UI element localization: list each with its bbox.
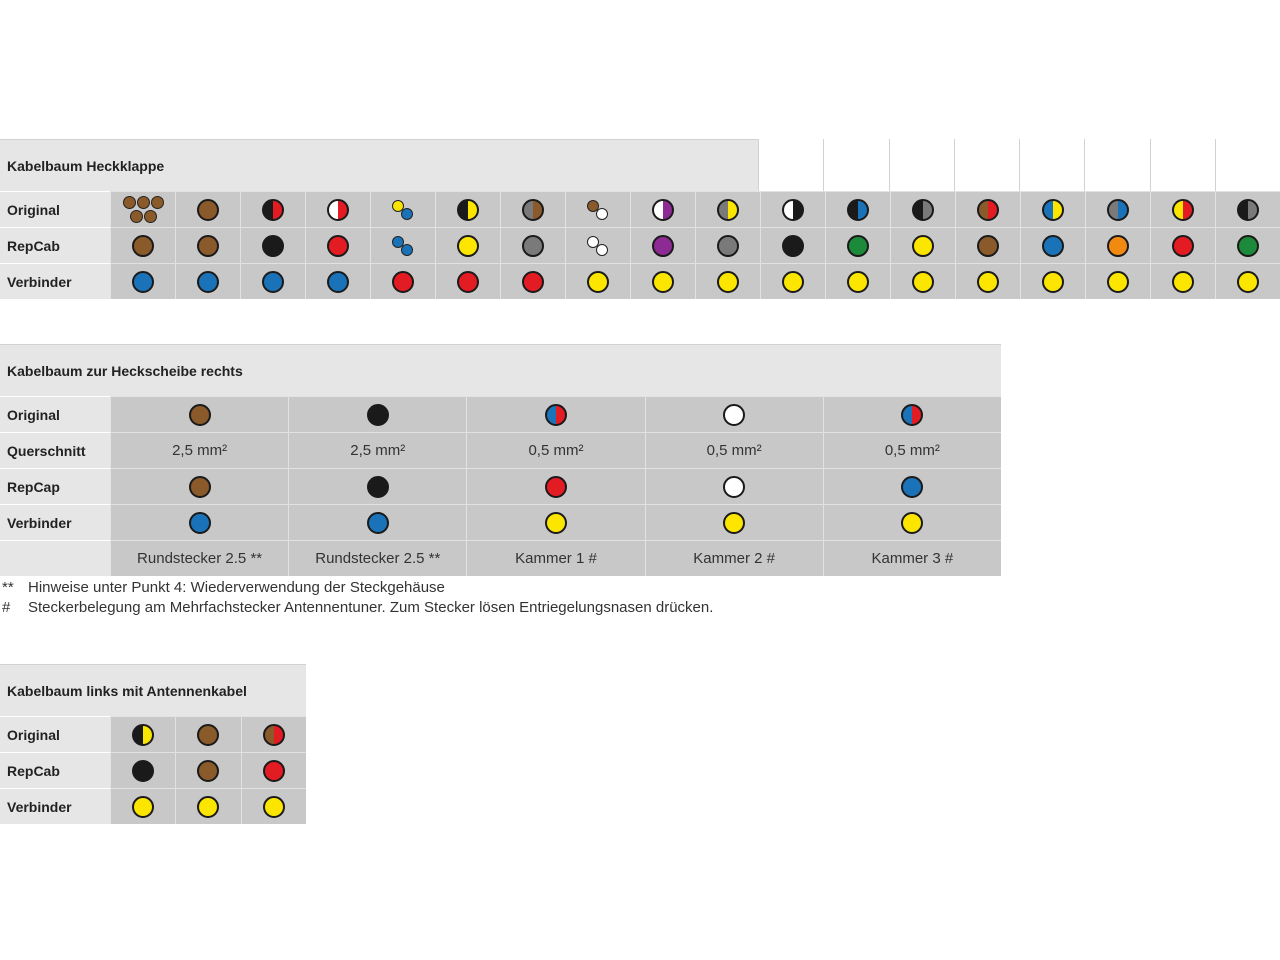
footnote-marker: ** bbox=[2, 579, 14, 596]
verbinder-cells bbox=[110, 788, 306, 824]
row-original bbox=[0, 716, 306, 752]
repcab-cells bbox=[110, 752, 306, 788]
table-cell bbox=[175, 716, 240, 752]
cell-text: Rundstecker 2.5 ** bbox=[137, 550, 263, 567]
table-cell bbox=[823, 396, 1001, 432]
table-title: Kabelbaum links mit Antennenkabel bbox=[0, 664, 306, 716]
brown-wire-icon bbox=[189, 404, 211, 426]
table-cell bbox=[1020, 191, 1085, 227]
yellow-wire-icon bbox=[1107, 271, 1129, 293]
yellow-wire-icon bbox=[1172, 271, 1194, 293]
table-cell bbox=[890, 263, 955, 299]
black-red-wire-icon bbox=[262, 199, 284, 221]
table-cell bbox=[565, 263, 630, 299]
original-cells bbox=[110, 191, 1280, 227]
blue-wire-icon bbox=[132, 271, 154, 293]
black-wire-icon bbox=[262, 235, 284, 257]
brown-wire-icon bbox=[977, 235, 999, 257]
header-empty-cell bbox=[889, 139, 954, 191]
cell-text: 2,5 mm² bbox=[350, 442, 406, 459]
table-kabelbaum-heckscheibe bbox=[0, 344, 1001, 574]
black-yellow-wire-icon bbox=[132, 724, 154, 746]
yellow-wire-icon bbox=[912, 235, 934, 257]
repcab-cells bbox=[110, 227, 1280, 263]
blue-wire-icon bbox=[901, 476, 923, 498]
header-empty-cell bbox=[1084, 139, 1149, 191]
table-cell bbox=[695, 263, 760, 299]
footnote-text: Hinweise unter Punkt 4: Wiederverwendung der Steckgehäuse bbox=[28, 579, 445, 596]
row-label-repcab: RepCab bbox=[0, 227, 110, 263]
red-wire-icon bbox=[392, 271, 414, 293]
table-cell bbox=[823, 432, 1001, 468]
table-cell bbox=[645, 504, 823, 540]
cell-text: 0,5 mm² bbox=[528, 442, 584, 459]
table-cell bbox=[1215, 263, 1280, 299]
black-wire-icon bbox=[367, 476, 389, 498]
orange-wire-icon bbox=[1107, 235, 1129, 257]
row-verbinder bbox=[0, 263, 1280, 299]
table-cell bbox=[110, 788, 175, 824]
row-label-repcap: RepCap bbox=[0, 468, 110, 504]
row-label-verbinder: Verbinder bbox=[0, 788, 110, 824]
blue-wire-icon bbox=[262, 271, 284, 293]
black-blue-wire-icon bbox=[847, 199, 869, 221]
table-cell bbox=[241, 788, 306, 824]
table-cell bbox=[305, 227, 370, 263]
table-cell bbox=[1085, 191, 1150, 227]
grey-wire-icon bbox=[717, 235, 739, 257]
blue-red-wire-icon bbox=[901, 404, 923, 426]
table-cell bbox=[110, 716, 175, 752]
table-kabelbaum-heckklappe bbox=[0, 139, 1280, 296]
original-cells bbox=[110, 396, 1001, 432]
table-cell bbox=[466, 396, 644, 432]
blue-wire-icon bbox=[1042, 235, 1064, 257]
black-yellow-wire-icon bbox=[457, 199, 479, 221]
table-cell bbox=[110, 263, 175, 299]
table-cell bbox=[110, 396, 288, 432]
header-empty-cell bbox=[1019, 139, 1084, 191]
yellow-wire-icon bbox=[723, 512, 745, 534]
white-wire-icon bbox=[723, 404, 745, 426]
yellow-wire-icon bbox=[782, 271, 804, 293]
original-cells bbox=[110, 716, 306, 752]
repcap-cells bbox=[110, 468, 1001, 504]
table-cell bbox=[175, 752, 240, 788]
yellow-wire-icon bbox=[457, 235, 479, 257]
table-cell bbox=[110, 227, 175, 263]
grey-blue-wire-icon bbox=[1107, 199, 1129, 221]
table-cell bbox=[760, 227, 825, 263]
table-cell bbox=[435, 263, 500, 299]
table-cell bbox=[825, 191, 890, 227]
table-cell bbox=[175, 227, 240, 263]
table-cell bbox=[241, 716, 306, 752]
brown-white-wire-pair-icon bbox=[586, 198, 610, 222]
verbinder-cells bbox=[110, 263, 1280, 299]
brown-red-wire-icon bbox=[977, 199, 999, 221]
purple-wire-icon bbox=[652, 235, 674, 257]
header-empty-cell bbox=[1150, 139, 1215, 191]
table-cell bbox=[823, 468, 1001, 504]
cell-text: 2,5 mm² bbox=[172, 442, 228, 459]
table-cell bbox=[1150, 191, 1215, 227]
blue-blue-wire-pair-icon bbox=[391, 234, 415, 258]
cell-text: Kammer 1 # bbox=[515, 550, 597, 567]
yellow-wire-icon bbox=[652, 271, 674, 293]
black-wire-icon bbox=[132, 760, 154, 782]
yellow-blue-wire-pair-icon bbox=[391, 198, 415, 222]
footnote-hash bbox=[2, 599, 713, 616]
table-cell bbox=[1150, 263, 1215, 299]
table-cell bbox=[240, 227, 305, 263]
brown-wire-icon bbox=[197, 199, 219, 221]
row-repcab bbox=[0, 227, 1280, 263]
table-cell bbox=[110, 468, 288, 504]
yellow-wire-icon bbox=[901, 512, 923, 534]
footnote-text: Steckerbelegung am Mehrfachstecker Antennentuner. Zum Stecker lösen Entriegelungsnasen drücken. bbox=[28, 599, 714, 616]
brown-wire-icon bbox=[197, 760, 219, 782]
table-kabelbaum-links bbox=[0, 664, 306, 822]
table-title: Kabelbaum Heckklappe bbox=[0, 139, 758, 191]
table-cell bbox=[695, 191, 760, 227]
brown-wire-icon bbox=[197, 724, 219, 746]
table-cell bbox=[565, 227, 630, 263]
table-cell bbox=[288, 504, 466, 540]
table-cell bbox=[645, 468, 823, 504]
yellow-wire-icon bbox=[977, 271, 999, 293]
table-cell bbox=[175, 263, 240, 299]
black-grey-wire-icon bbox=[912, 199, 934, 221]
row-verbinder bbox=[0, 788, 306, 824]
red-wire-icon bbox=[545, 476, 567, 498]
table-cell bbox=[466, 468, 644, 504]
table-cell bbox=[630, 263, 695, 299]
row-label-repcab: RepCab bbox=[0, 752, 110, 788]
yellow-wire-icon bbox=[545, 512, 567, 534]
table-cell bbox=[500, 191, 565, 227]
header-empty-cell bbox=[823, 139, 888, 191]
green-wire-icon bbox=[1237, 235, 1259, 257]
grey-brown-wire-icon bbox=[522, 199, 544, 221]
four-brown-wires-icon bbox=[121, 196, 165, 224]
blue-yellow-wire-icon bbox=[1042, 199, 1064, 221]
cell-text: Kammer 2 # bbox=[693, 550, 775, 567]
red-wire-icon bbox=[327, 235, 349, 257]
white-red-wire-icon bbox=[327, 199, 349, 221]
verbinder-cells bbox=[110, 504, 1001, 540]
table-title: Kabelbaum zur Heckscheibe rechts bbox=[0, 344, 1001, 396]
table-cell bbox=[288, 432, 466, 468]
table-cell bbox=[955, 227, 1020, 263]
table-cell bbox=[825, 263, 890, 299]
white-white-wire-pair-icon bbox=[586, 234, 610, 258]
querschnitt-cells bbox=[110, 432, 1001, 468]
table-cell bbox=[240, 191, 305, 227]
green-wire-icon bbox=[847, 235, 869, 257]
table-cell bbox=[466, 504, 644, 540]
table-cell bbox=[1085, 263, 1150, 299]
table-cell bbox=[110, 432, 288, 468]
footnote-marker: # bbox=[2, 599, 11, 616]
table-cell bbox=[240, 263, 305, 299]
black-grey-wire-icon bbox=[1237, 199, 1259, 221]
table-cell bbox=[110, 191, 175, 227]
table-cell bbox=[466, 432, 644, 468]
yellow-wire-icon bbox=[1237, 271, 1259, 293]
table-cell bbox=[565, 191, 630, 227]
blue-wire-icon bbox=[327, 271, 349, 293]
table-cell bbox=[1215, 227, 1280, 263]
table-cell bbox=[288, 468, 466, 504]
table-cell bbox=[645, 540, 823, 576]
table-cell bbox=[825, 227, 890, 263]
row-label-verbinder: Verbinder bbox=[0, 504, 110, 540]
yellow-wire-icon bbox=[912, 271, 934, 293]
table-cell bbox=[760, 191, 825, 227]
table-cell bbox=[305, 263, 370, 299]
yellow-wire-icon bbox=[197, 796, 219, 818]
row-original bbox=[0, 191, 1280, 227]
row-label-empty bbox=[0, 540, 110, 576]
row-verbinder bbox=[0, 504, 1001, 540]
header-spacer-cells bbox=[758, 139, 1280, 191]
row-repcab bbox=[0, 752, 306, 788]
table-cell bbox=[110, 504, 288, 540]
brown-wire-icon bbox=[132, 235, 154, 257]
table-cell bbox=[500, 263, 565, 299]
black-wire-icon bbox=[367, 404, 389, 426]
table-cell bbox=[175, 788, 240, 824]
table-cell bbox=[500, 227, 565, 263]
table-cell bbox=[370, 191, 435, 227]
white-black-wire-icon bbox=[782, 199, 804, 221]
table-cell bbox=[435, 227, 500, 263]
table-cell bbox=[1020, 263, 1085, 299]
white-purple-wire-icon bbox=[652, 199, 674, 221]
yellow-wire-icon bbox=[717, 271, 739, 293]
table-cell bbox=[1020, 227, 1085, 263]
table-cell bbox=[823, 504, 1001, 540]
row-label-original: Original bbox=[0, 396, 110, 432]
row-querschnitt bbox=[0, 432, 1001, 468]
white-wire-icon bbox=[723, 476, 745, 498]
red-wire-icon bbox=[1172, 235, 1194, 257]
row-footer bbox=[0, 540, 1001, 576]
row-label-verbinder: Verbinder bbox=[0, 263, 110, 299]
red-wire-icon bbox=[263, 760, 285, 782]
table-cell bbox=[466, 540, 644, 576]
table-cell bbox=[890, 227, 955, 263]
row-label-original: Original bbox=[0, 191, 110, 227]
blue-wire-icon bbox=[189, 512, 211, 534]
cell-text: 0,5 mm² bbox=[884, 442, 940, 459]
yellow-wire-icon bbox=[132, 796, 154, 818]
row-label-querschnitt: Querschnitt bbox=[0, 432, 110, 468]
header-empty-cell bbox=[1215, 139, 1280, 191]
footer-cells bbox=[110, 540, 1001, 576]
table-cell bbox=[288, 396, 466, 432]
yellow-wire-icon bbox=[1042, 271, 1064, 293]
cell-text: Kammer 3 # bbox=[871, 550, 954, 567]
red-wire-icon bbox=[457, 271, 479, 293]
table-cell bbox=[1085, 227, 1150, 263]
header-empty-cell bbox=[758, 139, 823, 191]
table-cell bbox=[241, 752, 306, 788]
table-cell bbox=[645, 432, 823, 468]
yellow-wire-icon bbox=[847, 271, 869, 293]
brown-red-wire-icon bbox=[263, 724, 285, 746]
table-cell bbox=[370, 227, 435, 263]
table-cell bbox=[370, 263, 435, 299]
table-cell bbox=[110, 752, 175, 788]
table-cell bbox=[890, 191, 955, 227]
table-cell bbox=[630, 227, 695, 263]
table-cell bbox=[630, 191, 695, 227]
black-wire-icon bbox=[782, 235, 804, 257]
header-empty-cell bbox=[954, 139, 1019, 191]
grey-yellow-wire-icon bbox=[717, 199, 739, 221]
table-cell bbox=[1150, 227, 1215, 263]
table-cell bbox=[645, 396, 823, 432]
brown-wire-icon bbox=[197, 235, 219, 257]
table-cell bbox=[955, 263, 1020, 299]
blue-red-wire-icon bbox=[545, 404, 567, 426]
yellow-wire-icon bbox=[587, 271, 609, 293]
grey-wire-icon bbox=[522, 235, 544, 257]
footnote-double-star bbox=[2, 579, 445, 596]
table-cell bbox=[823, 540, 1001, 576]
table-cell bbox=[175, 191, 240, 227]
row-label-original: Original bbox=[0, 716, 110, 752]
row-original bbox=[0, 396, 1001, 432]
table-cell bbox=[435, 191, 500, 227]
blue-wire-icon bbox=[197, 271, 219, 293]
table-cell bbox=[760, 263, 825, 299]
table-cell bbox=[695, 227, 760, 263]
table-cell bbox=[955, 191, 1020, 227]
yellow-wire-icon bbox=[263, 796, 285, 818]
table-cell bbox=[1215, 191, 1280, 227]
blue-wire-icon bbox=[367, 512, 389, 534]
brown-wire-icon bbox=[189, 476, 211, 498]
table-cell bbox=[288, 540, 466, 576]
table-cell bbox=[110, 540, 288, 576]
red-wire-icon bbox=[522, 271, 544, 293]
table-cell bbox=[305, 191, 370, 227]
yellow-red-wire-icon bbox=[1172, 199, 1194, 221]
cell-text: 0,5 mm² bbox=[706, 442, 762, 459]
cell-text: Rundstecker 2.5 ** bbox=[315, 550, 441, 567]
row-repcap bbox=[0, 468, 1001, 504]
